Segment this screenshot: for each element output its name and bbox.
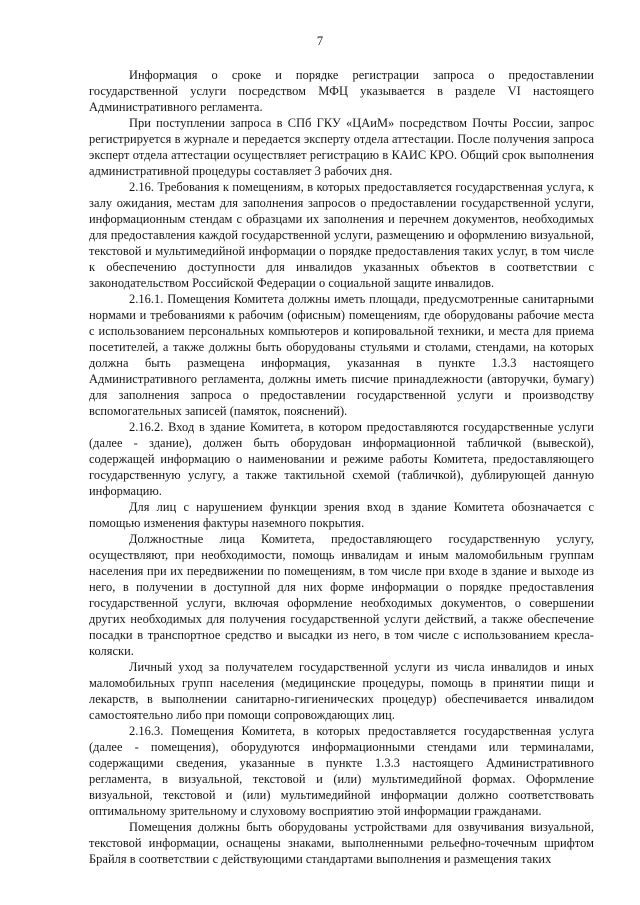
paragraph-2-16-3-info-stands: 2.16.3. Помещения Комитета, в которых предоставляется государственная услуга (далее - помещения), оборудуются информационными стендами или терминалами, содержащими сведения, указанные в пункте 1.3.3 настоящего Административного регламента, в визуальной, текстовой и (или) мультимедийной формах. Оформление визуальной, текстовой и (или) мультимедийной информации должно соответствовать оптимальному зрительному и слуховому восприятию этой информации гражданами. — [89, 724, 594, 818]
paragraph-2-16-requirements: 2.16. Требования к помещениям, в которых предоставляется государственная услуга, к залу ожидания, местам для заполнения запросов о предоставлении государственной услуги, информационным стендам с образцами их заполнения и перечнем документов, необходимых для предоставления каждой государственной услуги, размещению и оформлению визуальной, текстовой и мультимедийной информации о порядке предоставления таких услуг, в том числе к обеспечению доступности для инвалидов указанных объектов в соответствии с законодательством Российской Федерации о социальной защите инвалидов. — [89, 180, 594, 290]
paragraph-2-16-1-premises: 2.16.1. Помещения Комитета должны иметь площади, предусмотренные санитарными нормами и требованиями к рабочим (офисным) помещениям, где оборудованы рабочие места с использованием персональных компьютеров и копировальной техники, и места для приема посетителей, а также должны быть оборудованы стульями и столами, стендами, на которых должна быть размещена информация, указанная в пункте 1.3.3 настоящего Административного регламента, должны иметь писчие принадлежности (авторучки, бумагу) для заполнения запроса о предоставлении государственной услуги и производству вспомогательных записей (памяток, пояснений). — [89, 292, 594, 418]
paragraph-mfc-registration: Информация о сроке и порядке регистрации запроса о предоставлении государственной услуги посредством МФЦ указывается в разделе VI настоящего Административного регламента. — [89, 68, 594, 114]
paragraph-officials-assistance: Должностные лица Комитета, предоставляющего государственную услугу, осуществляют, при необходимости, помощь инвалидам и иным маломобильным группам населения при их передвижении по помещениям, в том числе при входе в здание и выходе из него, в получении в доступной для них форме информации о порядке предоставления государственной услуги, включая оформление необходимых документов, о совершении других необходимых для получения государственной услуги действий, а также обеспечение посадки в транспортное средство и высадки из него, в том числе с использованием кресла-коляски. — [89, 532, 594, 658]
paragraph-voice-braille: Помещения должны быть оборудованы устройствами для озвучивания визуальной, текстовой информации, оснащены знаками, выполненными рельефно-точечным шрифтом Брайля в соответствии с действующими стандартами выполнения и размещения таких — [89, 820, 594, 866]
paragraph-2-16-2-entrance: 2.16.2. Вход в здание Комитета, в котором предоставляются государственные услуги (далее - здание), должен быть оборудован информационной табличкой (вывеской), содержащей информацию о наименовании и режиме работы Комитета, предоставляющего государственную услугу, а также тактильной схемой (табличкой), дублирующей данную информацию. — [89, 420, 594, 498]
paragraph-vision-impaired: Для лиц с нарушением функции зрения вход в здание Комитета обозначается с помощью изменения фактуры наземного покрытия. — [89, 500, 594, 530]
paragraph-personal-care: Личный уход за получателем государственной услуги из числа инвалидов и иных маломобильных групп населения (медицинские процедуры, помощь в принятии пищи и лекарств, в выполнении санитарно-гигиенических процедур) обеспечивается инвалидом самостоятельно либо при помощи сопровождающих лиц. — [89, 660, 594, 722]
document-body — [89, 67, 594, 867]
paragraph-post-registration: При поступлении запроса в СПб ГКУ «ЦАиМ» посредством Почты России, запрос регистрируется в журнале и передается эксперту отдела аттестации. После получения запроса эксперт отдела аттестации осуществляет регистрацию в КАИС КРО. Общий срок выполнения административной процедуры составляет 3 рабочих дня. — [89, 116, 594, 178]
page-number: 7 — [316, 34, 324, 48]
